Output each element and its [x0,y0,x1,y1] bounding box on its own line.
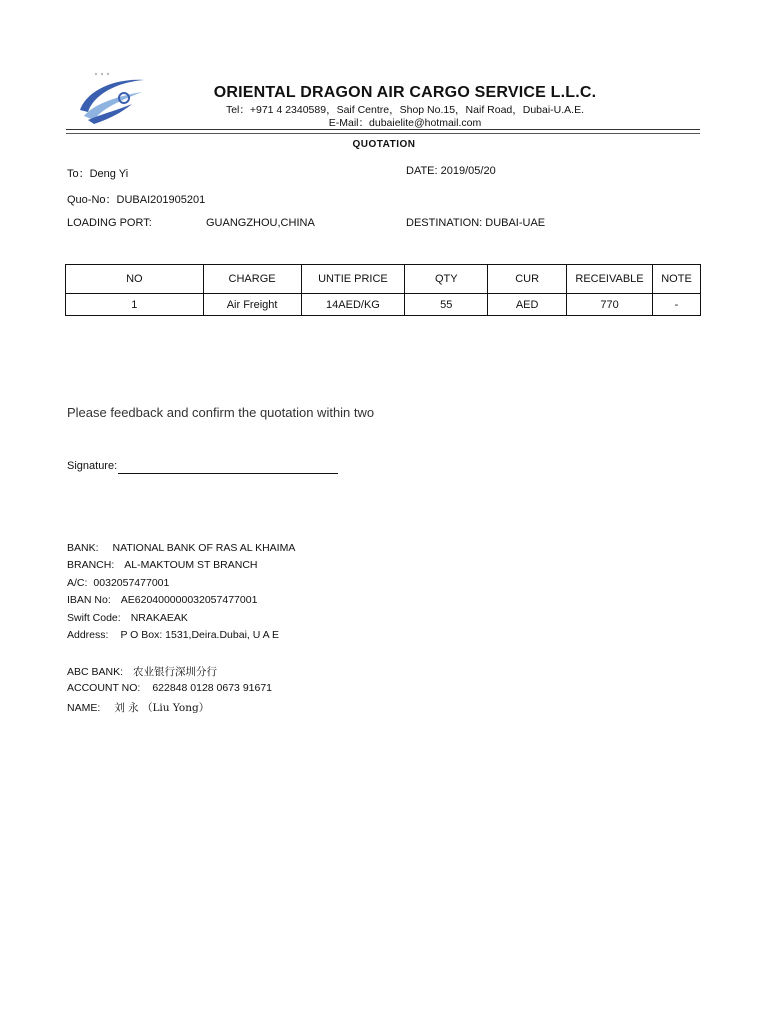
company-name: ORIENTAL DRAGON AIR CARGO SERVICE L.L.C. [213,84,597,101]
iban-label: IBAN No: [67,594,111,606]
cell-qty: 55 [405,294,488,316]
loading-port-label: LOADING PORT: [67,217,152,229]
abc-name-value: 刘 永 （Liu Yong） [114,702,210,714]
charges-table [65,264,701,316]
cell-currency: AED [488,294,567,316]
address-value: P O Box: 1531,Deira.Dubai, U A E [120,629,279,641]
abc-name-line [67,700,209,715]
loading-port-value: GUANGZHOU,CHINA [206,217,315,229]
header-note: NOTE [653,265,701,294]
header-divider [66,129,700,130]
swift-value: NRAKAEAK [130,612,188,624]
quote-number-field: Quo-No：DUBAI201905201 [67,194,206,206]
header-currency: CUR [488,265,567,294]
cell-note: - [653,294,701,316]
cell-receivable: 770 [567,294,653,316]
company-logo-icon [72,68,150,128]
document-title: QUOTATION [352,139,416,150]
signature-label: Signature: [67,460,118,472]
address-line [67,629,279,641]
feedback-text: Please feedback and confirm the quotation within two [67,405,375,420]
bank-name-line [67,542,295,554]
abc-bank-line [67,664,217,679]
bank-label: BANK: [67,542,99,554]
to-field: To：Deng Yi [67,168,129,180]
abc-account-label: ACCOUNT NO: [67,682,141,694]
swift-line [67,612,188,624]
cell-no: 1 [66,294,204,316]
header-unit-price: UNTIE PRICE [301,265,405,294]
table-row [66,294,701,316]
header-no: NO [66,265,204,294]
contact-phone-address: Tel：+971 4 2340589，Saif Centre，Shop No.15，Naif Road，Dubai-U.A.E. [225,104,585,116]
header-charge: CHARGE [203,265,301,294]
abc-bank-label: ABC BANK: [67,666,124,678]
branch-value: AL-MAKTOUM ST BRANCH [124,559,258,571]
header-receivable: RECEIVABLE [567,265,653,294]
swift-label: Swift Code: [67,612,121,624]
iban-value: AE620400000032057477001 [120,594,258,606]
abc-account-line [67,682,272,694]
abc-bank-value: 农业银行深圳分行 [133,666,218,678]
ac-value: 0032057477001 [93,577,170,589]
account-line [67,577,169,589]
header-divider-thin [66,133,700,134]
cell-unit-price: 14AED/KG [301,294,405,316]
branch-line [67,559,257,571]
branch-label: BRANCH: [67,559,115,571]
destination-field: DESTINATION: DUBAI-UAE [406,217,546,229]
contact-email: E-Mail：dubaielite@hotmail.com [328,117,482,129]
cell-charge: Air Freight [203,294,301,316]
company-contact [150,104,660,130]
table-header-row [66,265,701,294]
signature-line [118,473,338,474]
header-qty: QTY [405,265,488,294]
date-field: DATE: 2019/05/20 [406,165,496,177]
abc-account-value: 622848 0128 0673 91671 [152,682,273,694]
iban-line [67,594,257,606]
bank-value: NATIONAL BANK OF RAS AL KHAIMA [112,542,296,554]
ac-label: A/C: [67,577,88,589]
abc-name-label: NAME: [67,702,101,714]
address-label: Address: [67,629,109,641]
